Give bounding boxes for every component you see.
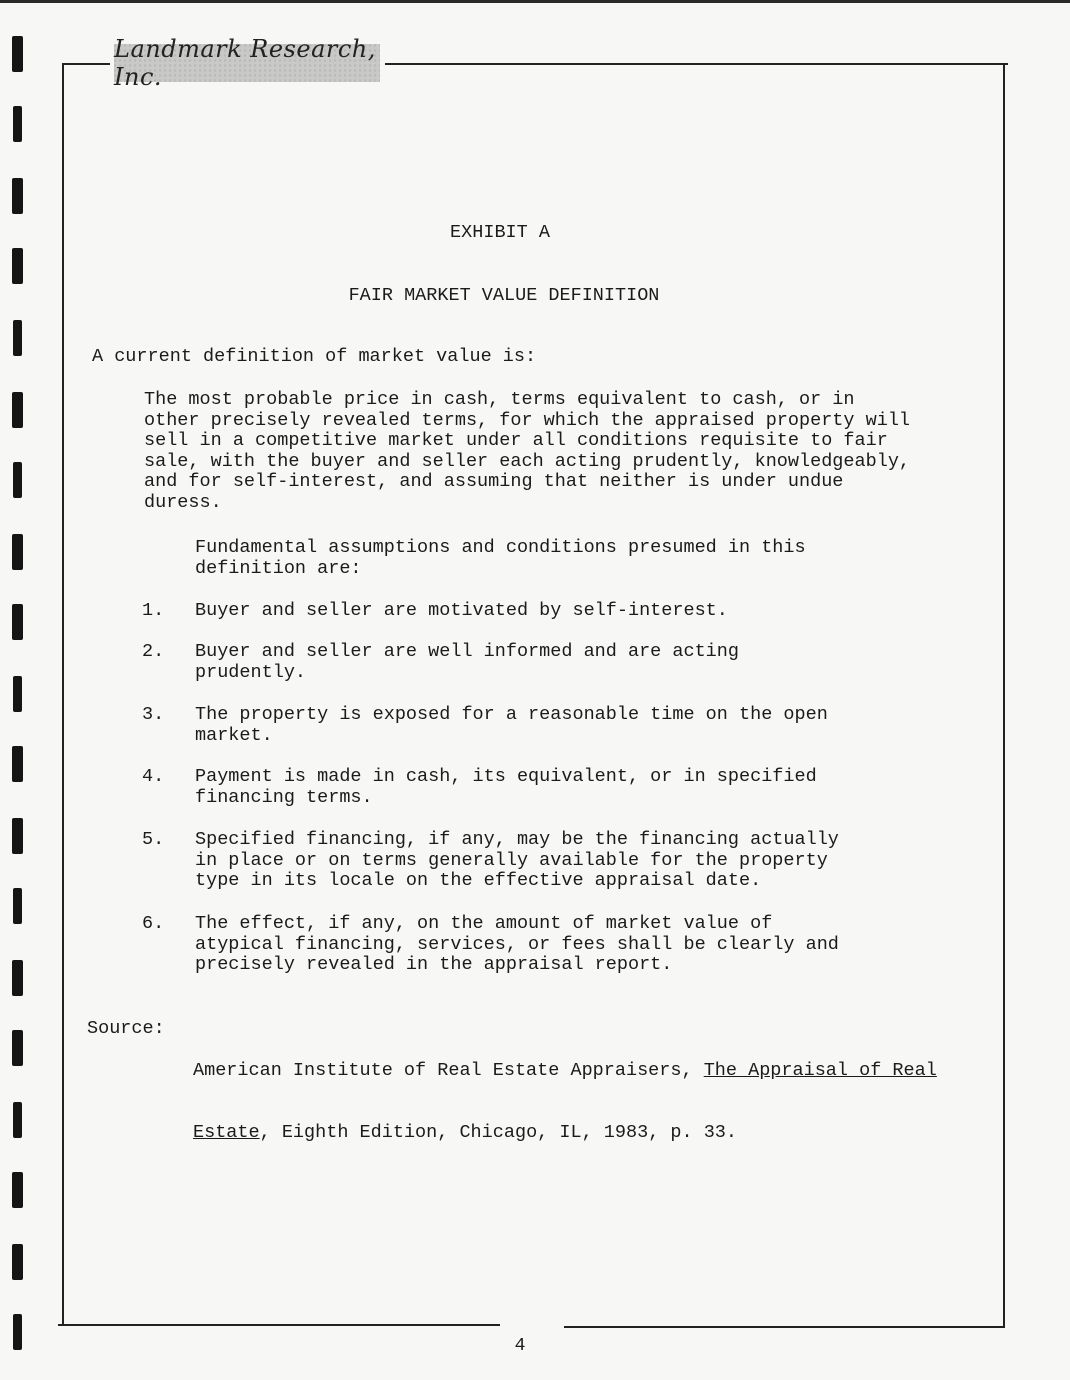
binder-hole [12, 178, 23, 214]
list-item-line: precisely revealed in the appraisal report. [195, 954, 673, 975]
definition-line: duress. [144, 491, 222, 513]
list-item-line: financing terms. [195, 786, 373, 808]
source-author: American Institute of Real Estate Appraisers, [193, 1060, 704, 1081]
definition-line: sell in a competitive market under all conditions requisite to fair [144, 430, 888, 451]
list-item-line: Payment is made in cash, its equivalent, or in specified [195, 766, 817, 787]
binder-hole [12, 1244, 23, 1280]
item-number: 3. [142, 704, 165, 725]
definition-paragraph [144, 390, 910, 513]
item-number: 4. [142, 766, 165, 787]
intro-text: A current definition of market value is: [92, 346, 537, 367]
list-item [195, 642, 739, 683]
exhibit-label: EXHIBIT A [450, 222, 550, 243]
list-item-line: atypical financing, services, or fees shall be clearly and [195, 933, 839, 955]
list-item-line: The effect, if any, on the amount of market value of [195, 913, 773, 934]
item-number: 2. [142, 641, 165, 662]
binder-hole [13, 1314, 22, 1350]
list-item-line: The property is exposed for a reasonable time on the open [195, 704, 828, 725]
item-number: 6. [142, 913, 165, 934]
source-title-part1: The Appraisal of Real [703, 1060, 937, 1081]
assumptions-intro [195, 538, 806, 579]
binder-hole [12, 1172, 23, 1208]
binder-hole [13, 1102, 22, 1138]
definition-line: sale, with the buyer and seller each acting prudently, knowledgeably, [144, 450, 911, 472]
binder-hole [12, 604, 23, 640]
list-item [195, 767, 817, 808]
page-heading: FAIR MARKET VALUE DEFINITION [348, 285, 660, 306]
page-top-edge [0, 0, 1070, 3]
list-item-line: Specified financing, if any, may be the financing actually [195, 829, 839, 850]
definition-line: and for self-interest, and assuming that neither is under undue [144, 471, 844, 492]
binder-holes [8, 0, 38, 1380]
page-number: 4 [514, 1336, 526, 1356]
assumptions-line: definition are: [195, 557, 362, 579]
binder-hole [12, 818, 23, 854]
frame-bottom-left [58, 1324, 500, 1326]
frame-right [1003, 63, 1005, 1328]
binder-hole [12, 534, 23, 570]
binder-hole [12, 36, 23, 72]
list-item-line: Buyer and seller are motivated by self-interest. [195, 600, 728, 621]
item-number: 5. [142, 829, 165, 850]
frame-bottom-right [564, 1326, 1005, 1328]
source-label: Source: [87, 1018, 165, 1039]
company-name: Landmark Research, Inc. [114, 35, 376, 91]
item-number: 1. [142, 600, 165, 621]
list-item [195, 705, 828, 746]
list-item [195, 601, 728, 622]
frame-top-right [385, 63, 1008, 65]
list-item [195, 830, 839, 892]
binder-hole [12, 1030, 23, 1066]
definition-line: other precisely revealed terms, for which the appraised property will [144, 409, 911, 431]
binder-hole [13, 462, 22, 498]
source-line-1 [193, 1061, 937, 1082]
frame-top-left [62, 63, 110, 65]
list-item-line: Buyer and seller are well informed and are acting [195, 641, 739, 662]
binder-hole [13, 676, 22, 712]
definition-line: The most probable price in cash, terms equivalent to cash, or in [144, 389, 855, 410]
list-item [195, 914, 839, 976]
list-item-line: in place or on terms generally available for the property [195, 849, 828, 871]
assumptions-line: Fundamental assumptions and conditions presumed in this [195, 537, 806, 558]
binder-hole [13, 320, 22, 356]
company-logo [114, 35, 380, 91]
binder-hole [13, 106, 22, 142]
source-details: , Eighth Edition, Chicago, IL, 1983, p. 33. [259, 1121, 738, 1143]
list-item-line: type in its locale on the effective appraisal date. [195, 870, 762, 891]
source-title-part2: Estate [193, 1121, 260, 1143]
binder-hole [12, 248, 23, 284]
list-item-line: market. [195, 724, 273, 746]
binder-hole [13, 888, 22, 924]
frame-left [62, 63, 64, 1325]
list-item-line: prudently. [195, 661, 307, 683]
source-line-2 [193, 1123, 937, 1144]
source-citation [193, 1020, 937, 1164]
binder-hole [12, 960, 23, 996]
binder-hole [12, 746, 23, 782]
binder-hole [12, 392, 23, 428]
